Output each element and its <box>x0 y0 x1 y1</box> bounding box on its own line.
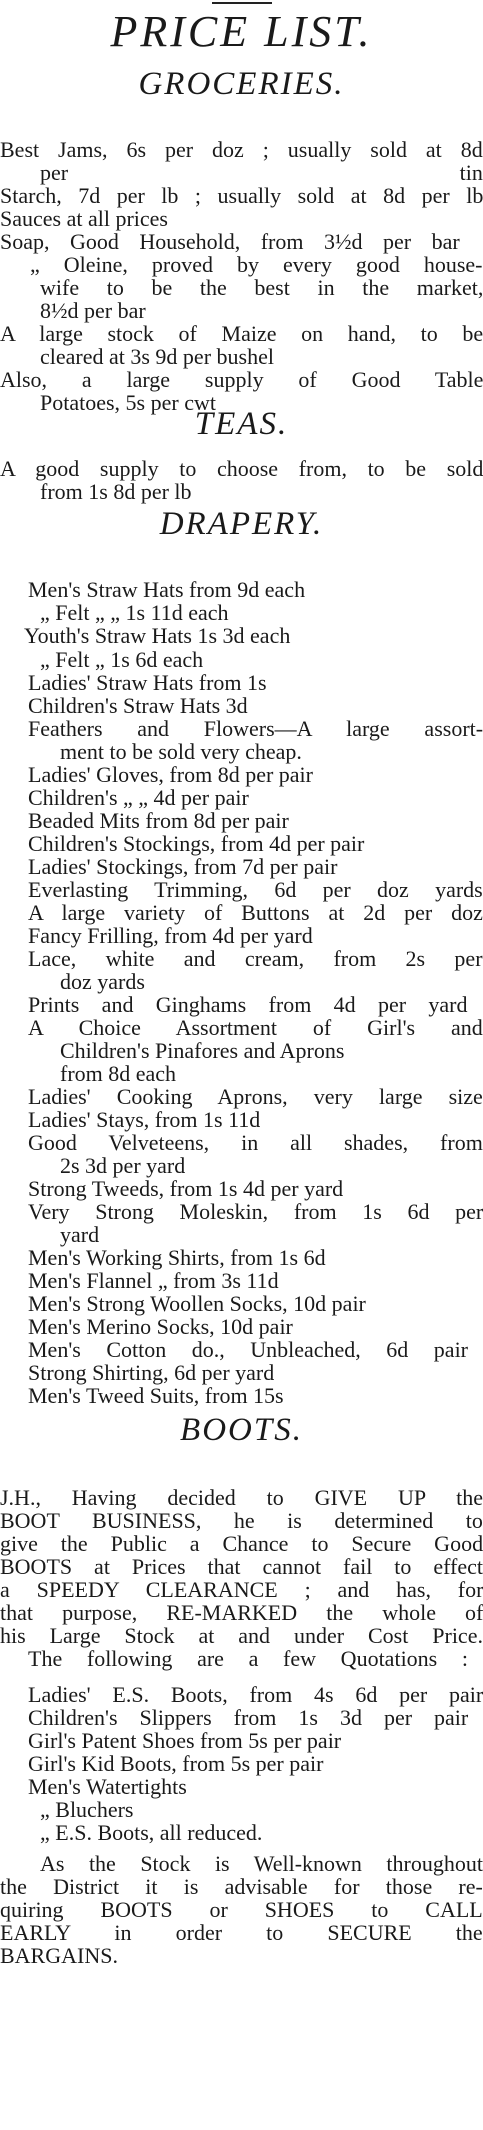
drapery-line: Men's Merino Socks, 10d pair <box>28 1314 293 1339</box>
groceries-line: Best Jams, 6s per doz ; usually sold at 8d <box>0 137 483 162</box>
drapery-line: yard <box>60 1222 100 1247</box>
groceries-line: A large stock of Maize on hand, to be <box>0 321 483 346</box>
groceries-line: cleared at 3s 9d per bushel <box>40 344 274 369</box>
drapery-line: Strong Shirting, 6d per yard <box>28 1360 275 1385</box>
groceries-line: Starch, 7d per lb ; usually sold at 8d per lb <box>0 183 483 208</box>
drapery-heading: DRAPERY. <box>159 506 324 542</box>
boots-line: BOOT BUSINESS, he is determined to <box>0 1508 483 1533</box>
boots-line: give the Public a Chance to Secure Good <box>0 1531 483 1556</box>
drapery-line: Good Velveteens, in all shades, from <box>28 1130 483 1155</box>
drapery-line: Ladies' Stays, from 1s 11d <box>28 1107 261 1132</box>
drapery-line: Very Strong Moleskin, from 1s 6d per <box>28 1199 483 1224</box>
teas-line: from 1s 8d per lb <box>40 479 192 504</box>
boots-line: the District it is advisable for those re- <box>0 1874 483 1899</box>
boots-line: Children's Slippers from 1s 3d per pair <box>28 1705 469 1730</box>
drapery-line: A large variety of Buttons at 2d per doz <box>28 900 483 925</box>
boots-line: Girl's Patent Shoes from 5s per pair <box>28 1728 342 1753</box>
drapery-line: Strong Tweeds, from 1s 4d per yard <box>28 1176 344 1201</box>
boots-heading: BOOTS. <box>180 1412 303 1448</box>
drapery-line: Men's Tweed Suits, from 15s <box>28 1383 284 1408</box>
drapery-line: Men's Working Shirts, from 1s 6d <box>28 1245 326 1270</box>
drapery-line: Children's Stockings, from 4d per pair <box>28 831 365 856</box>
boots-line: his Large Stock at and under Cost Price. <box>0 1623 483 1648</box>
drapery-line: Ladies' Stockings, from 7d per pair <box>28 854 338 879</box>
boots-line: that purpose, RE-MARKED the whole of <box>0 1600 483 1625</box>
drapery-line: Ladies' Gloves, from 8d per pair <box>28 762 313 787</box>
drapery-line: 2s 3d per yard <box>60 1153 186 1178</box>
groceries-line: Sauces at all prices <box>0 206 168 231</box>
boots-line: BARGAINS. <box>0 1943 118 1968</box>
drapery-line: Prints and Ginghams from 4d per yard <box>28 992 468 1017</box>
boots-line: Men's Watertights <box>28 1774 187 1799</box>
boots-line: EARLY in order to SECURE the <box>0 1920 483 1945</box>
groceries-line: Potatoes, 5s per cwt <box>40 390 216 415</box>
groceries-line: „ Oleine, proved by every good house- <box>30 252 483 277</box>
drapery-line: Men's Cotton do., Unbleached, 6d pair <box>28 1337 469 1362</box>
drapery-line: Children's „ „ 4d per pair <box>28 785 249 810</box>
groceries-line: 8½d per bar <box>40 298 146 323</box>
boots-line: „ Bluchers <box>40 1797 134 1822</box>
drapery-line: from 8d each <box>60 1061 177 1086</box>
drapery-line: Beaded Mits from 8d per pair <box>28 808 289 833</box>
drapery-line: „ Felt „ „ 1s 11d each <box>40 600 229 625</box>
drapery-line: Everlasting Trimming, 6d per doz yards <box>28 877 483 902</box>
groceries-heading: GROCERIES. <box>138 66 345 102</box>
drapery-line: „ Felt „ 1s 6d each <box>40 647 204 672</box>
drapery-line: Fancy Frilling, from 4d per yard <box>28 923 313 948</box>
drapery-line: Men's Strong Woollen Socks, 10d pair <box>28 1291 366 1316</box>
boots-line: Ladies' E.S. Boots, from 4s 6d per pair <box>28 1682 483 1707</box>
top-rule <box>212 2 272 4</box>
groceries-line: Soap, Good Household, from 3½d per bar <box>0 229 460 254</box>
drapery-line: Feathers and Flowers—A large assort- <box>28 716 483 741</box>
boots-line: J.H., Having decided to GIVE UP the <box>0 1485 483 1510</box>
drapery-line: Men's Flannel „ from 3s 11d <box>28 1268 279 1293</box>
boots-line: As the Stock is Well-known throughout <box>40 1851 483 1876</box>
drapery-line: Children's Pinafores and Aprons <box>60 1038 345 1063</box>
drapery-line: Ladies' Straw Hats from 1s <box>28 670 267 695</box>
boots-line: „ E.S. Boots, all reduced. <box>40 1820 263 1845</box>
boots-line: a SPEEDY CLEARANCE ; and has, for <box>0 1577 483 1602</box>
teas-line: A good supply to choose from, to be sold <box>0 456 483 481</box>
drapery-line: Men's Straw Hats from 9d each <box>28 577 306 602</box>
drapery-line: Lace, white and cream, from 2s per <box>28 946 483 971</box>
page-title: PRICE LIST. <box>110 7 373 56</box>
boots-line: quiring BOOTS or SHOES to CALL <box>0 1897 483 1922</box>
groceries-line: per tin <box>40 160 483 185</box>
groceries-line: wife to be the best in the market, <box>40 275 483 300</box>
drapery-line: ment to be sold very cheap. <box>60 739 302 764</box>
drapery-line: Children's Straw Hats 3d <box>28 693 248 718</box>
drapery-line: A Choice Assortment of Girl's and <box>28 1015 483 1040</box>
drapery-line: Youth's Straw Hats 1s 3d each <box>24 623 291 648</box>
boots-line: The following are a few Quotations : <box>28 1646 469 1671</box>
teas-heading: TEAS. <box>194 406 289 442</box>
drapery-line: Ladies' Cooking Aprons, very large size <box>28 1084 483 1109</box>
drapery-line: doz yards <box>60 969 145 994</box>
groceries-line: Also, a large supply of Good Table <box>0 367 483 392</box>
boots-line: BOOTS at Prices that cannot fail to effect <box>0 1554 483 1579</box>
boots-line: Girl's Kid Boots, from 5s per pair <box>28 1751 324 1776</box>
